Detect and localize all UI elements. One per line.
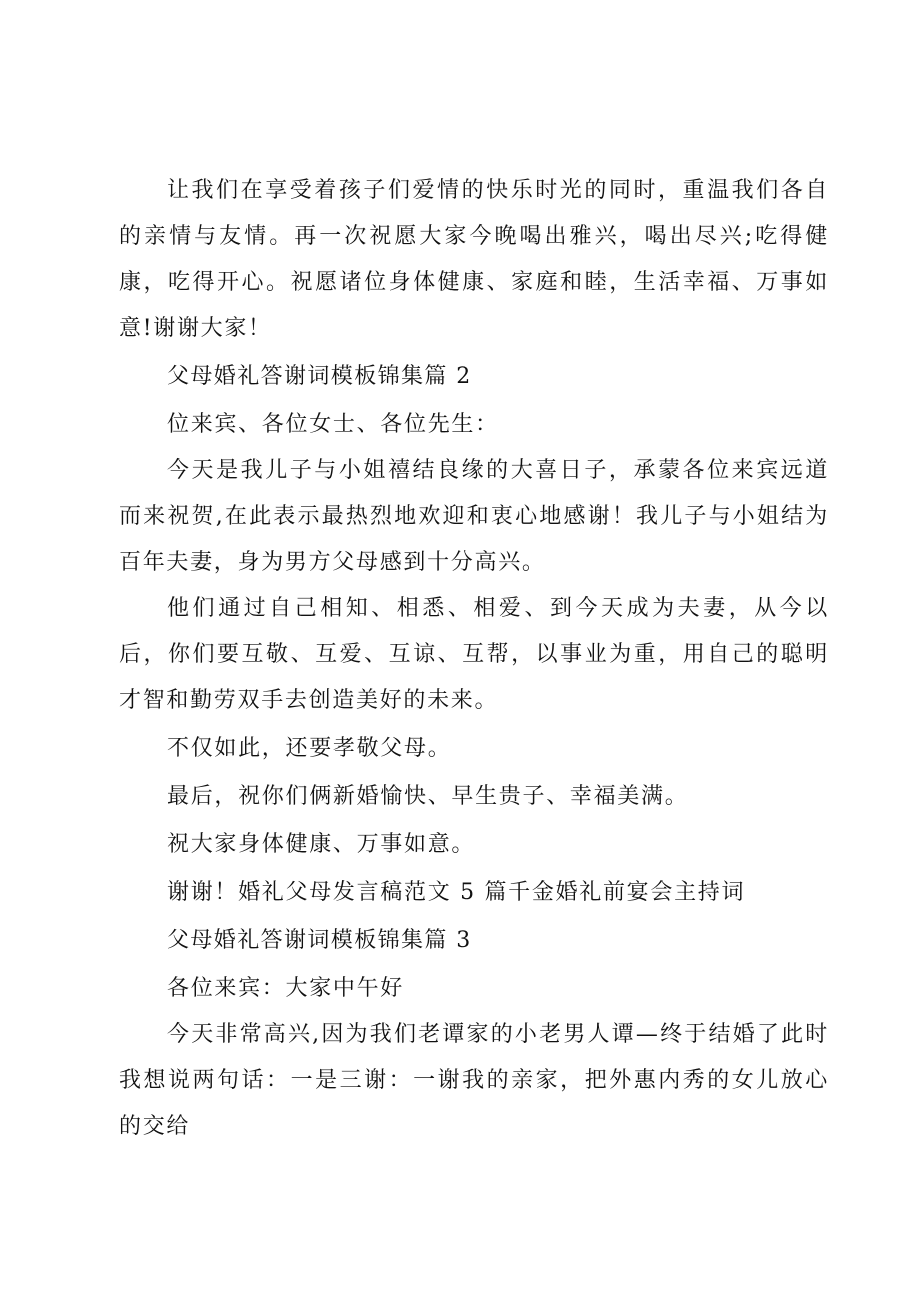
paragraph-salutation: 位来宾、各位女士、各位先生：	[167, 412, 499, 437]
section-heading-2: 父母婚礼答谢词模板锦集篇 2	[167, 364, 472, 389]
paragraph-closing-wishes: 让我们在享受着孩子们爱情的快乐时光的同时，重温我们各自的亲情与友情。再一次祝愿大家今晚喝出雅兴，喝出尽兴;吃得健康，吃得开心。祝愿诸位身体健康、家庭和睦，生活幸福、万事如意!谢谢大家！	[119, 178, 829, 341]
paragraph-welcome: 今天是我儿子与小姐禧结良缘的大喜日子，承蒙各位来宾远道而来祝贺,在此表示最热烈地欢迎和衷心地感谢！我儿子与小姐结为百年夫妻，身为男方父母感到十分高兴。	[119, 458, 829, 575]
paragraph-opening-speech: 今天非常高兴,因为我们老谭家的小老男人谭—终于结婚了此时我想说两句话：一是三谢：一谢我的亲家，把外惠内秀的女儿放心的交给	[119, 1022, 829, 1139]
section-heading-3: 父母婚礼答谢词模板锦集篇 3	[167, 928, 472, 953]
paragraph-blessing: 最后，祝你们俩新婚愉快、早生贵子、幸福美满。	[167, 784, 689, 809]
paragraph-greeting: 各位来宾：大家中午好	[167, 976, 405, 1001]
paragraph-advice: 他们通过自己相知、相悉、相爱、到今天成为夫妻，从今以后，你们要互敬、互爱、互谅、互帮，以事业为重，用自己的聪明才智和勤劳双手去创造美好的未来。	[119, 596, 829, 713]
document-body	[119, 168, 829, 1150]
paragraph-thanks: 谢谢！婚礼父母发言稿范文 5 篇千金婚礼前宴会主持词	[167, 880, 746, 905]
paragraph-health-wishes: 祝大家身体健康、万事如意。	[167, 832, 476, 857]
paragraph-filial: 不仅如此，还要孝敬父母。	[167, 736, 452, 761]
